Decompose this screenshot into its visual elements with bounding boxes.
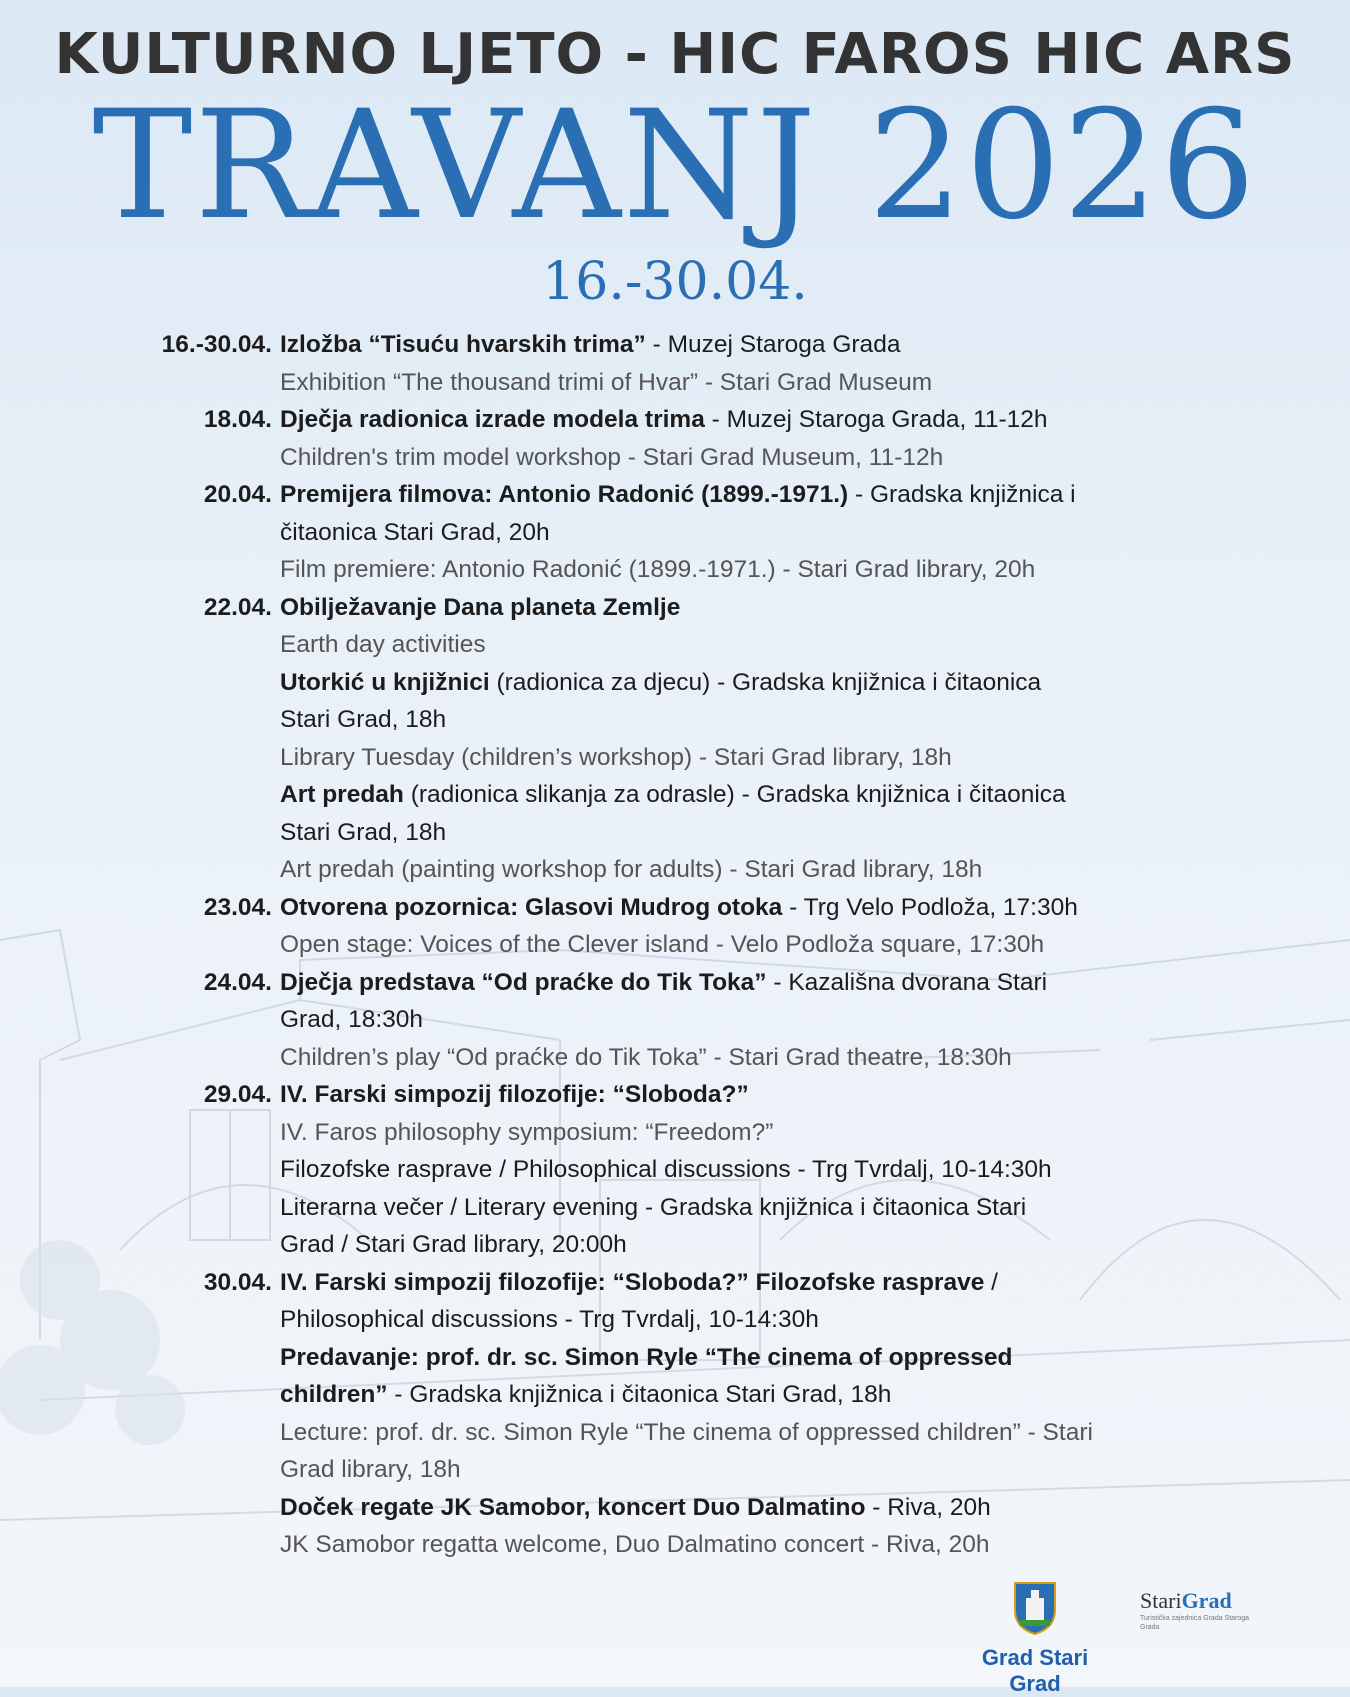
event-line-english: Lecture: prof. dr. sc. Simon Ryle “The cinema of oppressed children” - Stari xyxy=(280,1418,1093,1446)
event-date: 24.04. xyxy=(203,968,272,996)
event-line-english: Exhibition “The thousand trimi of Hvar” - Stari Grad Museum xyxy=(280,368,933,396)
event-line xyxy=(280,701,1230,739)
event-line-rest: - Gradska knjižnica i xyxy=(848,481,1076,508)
event-line xyxy=(280,1489,1230,1527)
date-range: 16.-30.04. xyxy=(542,252,808,312)
event-line-english: Open stage: Voices of the Clever island - Velo Podloža square, 17:30h xyxy=(280,931,1045,958)
event-line xyxy=(280,401,1230,439)
event-body xyxy=(280,1264,1230,1564)
event-line-bold: IV. Farski simpozij filozofije: “Sloboda?” xyxy=(280,1081,749,1108)
event-body xyxy=(280,326,1230,401)
event-line xyxy=(280,964,1230,1002)
event-line-rest: - Muzej Staroga Grada xyxy=(645,331,901,358)
event-programme xyxy=(130,326,1230,1564)
event-line-rest: Philosophical discussions - Trg Tvrdalj, 10-14:30h xyxy=(280,1306,819,1333)
event-date: 23.04. xyxy=(203,893,272,921)
event-line-bold: children” xyxy=(280,1381,388,1408)
event-line-english: Library Tuesday (children’s workshop) - Stari Grad library, 18h xyxy=(280,743,952,771)
event-body xyxy=(280,889,1230,964)
event-line-rest: Literarna večer / Literary evening - Gradska knjižnica i čitaonica Stari xyxy=(280,1193,1027,1221)
event-body xyxy=(280,401,1230,476)
event-date: 22.04. xyxy=(203,593,272,621)
event-line xyxy=(280,1264,1230,1302)
grad-stari-grad-logo xyxy=(960,1580,1110,1697)
event-entry xyxy=(130,589,1230,889)
event-line xyxy=(280,1301,1230,1339)
event-entry xyxy=(130,1076,1230,1264)
event-line-bold: Obilježavanje Dana planeta Zemlje xyxy=(280,593,681,621)
event-line-rest: Filozofske rasprave / Philosophical discussions - Trg Tvrdalj, 10-14:30h xyxy=(280,1156,1052,1183)
footer-logos xyxy=(960,1580,1260,1696)
event-line-english: Art predah (painting workshop for adults) - Stari Grad library, 18h xyxy=(280,856,983,883)
event-date: 29.04. xyxy=(203,1081,272,1108)
event-line-rest: - Kazališna dvorana Stari xyxy=(766,968,1048,996)
event-line xyxy=(280,326,1230,364)
event-body xyxy=(280,1076,1230,1264)
event-line xyxy=(280,1001,1230,1039)
event-line-bold: IV. Farski simpozij filozofije: “Sloboda?” Filozofske rasprave xyxy=(280,1268,985,1296)
event-line-rest: - Trg Velo Podloža, 17:30h xyxy=(782,893,1078,921)
event-line-rest: Grad, 18:30h xyxy=(280,1006,424,1033)
event-body xyxy=(280,476,1230,589)
event-line xyxy=(280,664,1230,702)
event-line xyxy=(280,476,1230,514)
event-line-bold: Dječja predstava “Od praćke do Tik Toka” xyxy=(280,968,767,996)
event-date: 18.04. xyxy=(203,406,272,433)
event-line xyxy=(280,514,1230,552)
event-line xyxy=(280,1151,1230,1189)
event-date: 30.04. xyxy=(203,1268,272,1296)
event-line-rest: / xyxy=(984,1268,998,1296)
event-line xyxy=(280,1189,1230,1227)
event-line-english: JK Samobor regatta welcome, Duo Dalmatino concert - Riva, 20h xyxy=(280,1531,990,1558)
event-entry xyxy=(130,964,1230,1077)
event-line xyxy=(280,1339,1230,1377)
event-line-rest: čitaonica Stari Grad, 20h xyxy=(280,518,550,546)
tourist-board-logo xyxy=(1140,1588,1260,1632)
event-line-bold: Art predah xyxy=(280,781,404,808)
logo-subtext: Turistička zajednica Grada Staroga Grada xyxy=(1140,1615,1250,1631)
month-title: TRAVANJ 2026 xyxy=(92,79,1258,253)
event-line-rest: - Muzej Staroga Grada, 11-12h xyxy=(704,406,1048,433)
event-line-rest: Stari Grad, 18h xyxy=(280,818,447,846)
event-line-bold: Doček regate JK Samobor, koncert Duo Dalmatino xyxy=(280,1493,866,1521)
event-line xyxy=(280,776,1230,814)
event-line-bold: Premijera filmova: Antonio Radonić (1899.-1971.) xyxy=(280,481,849,508)
event-line-rest: - Riva, 20h xyxy=(865,1493,991,1521)
event-date: 16.-30.04. xyxy=(161,331,272,358)
event-line-rest: Stari Grad, 18h xyxy=(280,706,447,733)
event-line-english: Film premiere: Antonio Radonić (1899.-1971.) - Stari Grad library, 20h xyxy=(280,556,1036,583)
event-line-english: IV. Faros philosophy symposium: “Freedom?” xyxy=(280,1118,774,1146)
event-line-english: Children’s play “Od praćke do Tik Toka” - Stari Grad theatre, 18:30h xyxy=(280,1043,1012,1071)
event-entry xyxy=(130,326,1230,401)
grad-stari-grad-name: Grad Stari Grad xyxy=(981,1645,1089,1696)
event-line xyxy=(280,1376,1230,1414)
event-line-bold: Predavanje: prof. dr. sc. Simon Ryle “The cinema of oppressed xyxy=(280,1343,1013,1371)
event-line xyxy=(280,1076,1230,1114)
event-body xyxy=(280,964,1230,1077)
event-entry xyxy=(130,401,1230,476)
event-date: 20.04. xyxy=(203,481,272,508)
event-line-bold: Utorkić u knjižnici xyxy=(280,668,490,696)
event-line-rest: (radionica za djecu) - Gradska knjižnica i čitaonica xyxy=(489,668,1042,696)
event-line xyxy=(280,889,1230,927)
logo-grad-text: Grad xyxy=(1181,1588,1232,1613)
event-entry xyxy=(130,1264,1230,1564)
coat-of-arms-icon xyxy=(1012,1580,1058,1636)
event-line-rest: - Gradska knjižnica i čitaonica Stari Grad, 18h xyxy=(387,1381,892,1408)
event-entry xyxy=(130,889,1230,964)
event-line-bold: Izložba “Tisuću hvarskih trima” xyxy=(280,331,646,358)
event-line-english: Earth day activities xyxy=(280,631,486,658)
event-line xyxy=(280,814,1230,852)
event-line-english: Grad library, 18h xyxy=(280,1456,461,1483)
event-entry xyxy=(130,476,1230,589)
series-title: KULTURNO LJETO - HIC FAROS HIC ARS xyxy=(54,22,1296,87)
event-line xyxy=(280,589,1230,627)
event-line-rest: (radionica slikanja za odrasle) - Gradska knjižnica i čitaonica xyxy=(403,781,1066,808)
event-line-bold: Dječja radionica izrade modela trima xyxy=(280,406,705,433)
event-line-english: Children's trim model workshop - Stari Grad Museum, 11-12h xyxy=(280,443,944,471)
event-line xyxy=(280,1226,1230,1264)
logo-stari-text: Stari xyxy=(1140,1588,1182,1613)
event-line-rest: Grad / Stari Grad library, 20:00h xyxy=(280,1231,627,1258)
event-body xyxy=(280,589,1230,889)
event-line-bold: Otvorena pozornica: Glasovi Mudrog otoka xyxy=(280,893,783,921)
